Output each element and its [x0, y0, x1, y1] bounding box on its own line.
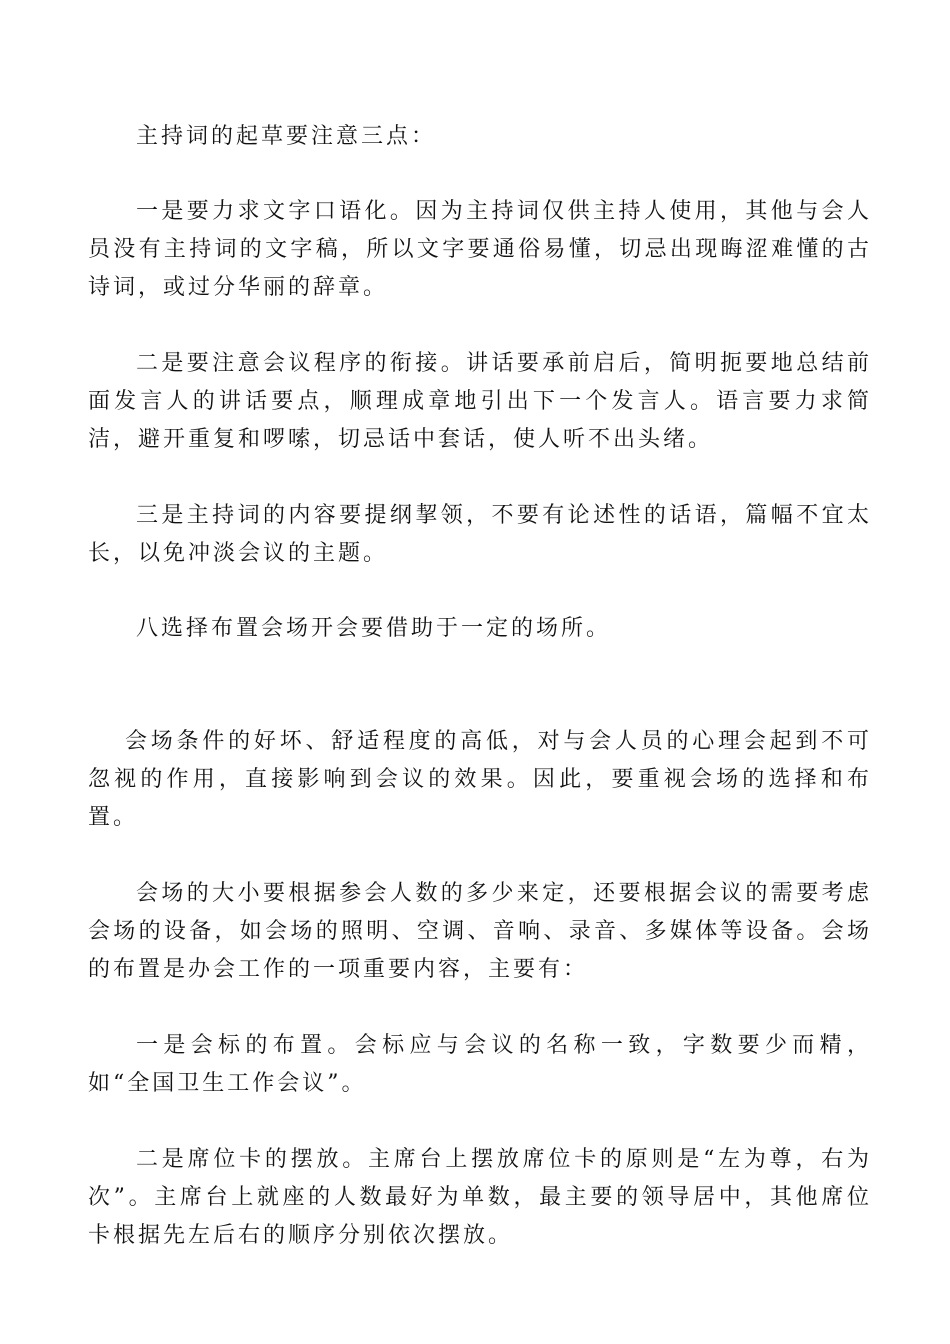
paragraph-intro: 主持词的起草要注意三点：: [136, 124, 437, 149]
paragraph-point-two: 二是要注意会议程序的衔接。讲话要承前启后，简明扼要地总结前面发言人的讲话要点，顺理成章地引出下一个发言人。语言要力求简洁，避开重复和啰嗦，切忌话中套话，使人听不出头绪。: [88, 351, 872, 452]
paragraph-point-three: 三是主持词的内容要提纲挈领，不要有论述性的话语，篇幅不宜太长，以免冲淡会议的主题。: [88, 503, 872, 566]
document-page: [88, 118, 872, 1255]
paragraph-venue-size: 会场的大小要根据参会人数的多少来定，还要根据会议的需要考虑会场的设备，如会场的照明、空调、音响、录音、多媒体等设备。会场的布置是办会工作的一项重要内容，主要有：: [88, 881, 872, 982]
paragraph-venue-conditions: 会场条件的好坏、舒适程度的高低，对与会人员的心理会起到不可忽视的作用，直接影响到会议的效果。因此，要重视会场的选择和布置。: [88, 729, 872, 830]
paragraph-seat-cards: 二是席位卡的摆放。主席台上摆放席位卡的原则是“左为尊，右为次”。主席台上就座的人数最好为单数，最主要的领导居中，其他席位卡根据先左后右的顺序分别依次摆放。: [88, 1147, 872, 1248]
paragraph-banner-layout: 一是会标的布置。会标应与会议的名称一致，字数要少而精，如“全国卫生工作会议”。: [88, 1033, 872, 1096]
paragraph-section-eight: 八选择布置会场开会要借助于一定的场所。: [136, 616, 612, 641]
paragraph-point-one: 一是要力求文字口语化。因为主持词仅供主持人使用，其他与会人员没有主持词的文字稿，所以文字要通俗易懂，切忌出现晦涩难懂的古诗词，或过分华丽的辞章。: [88, 199, 872, 300]
